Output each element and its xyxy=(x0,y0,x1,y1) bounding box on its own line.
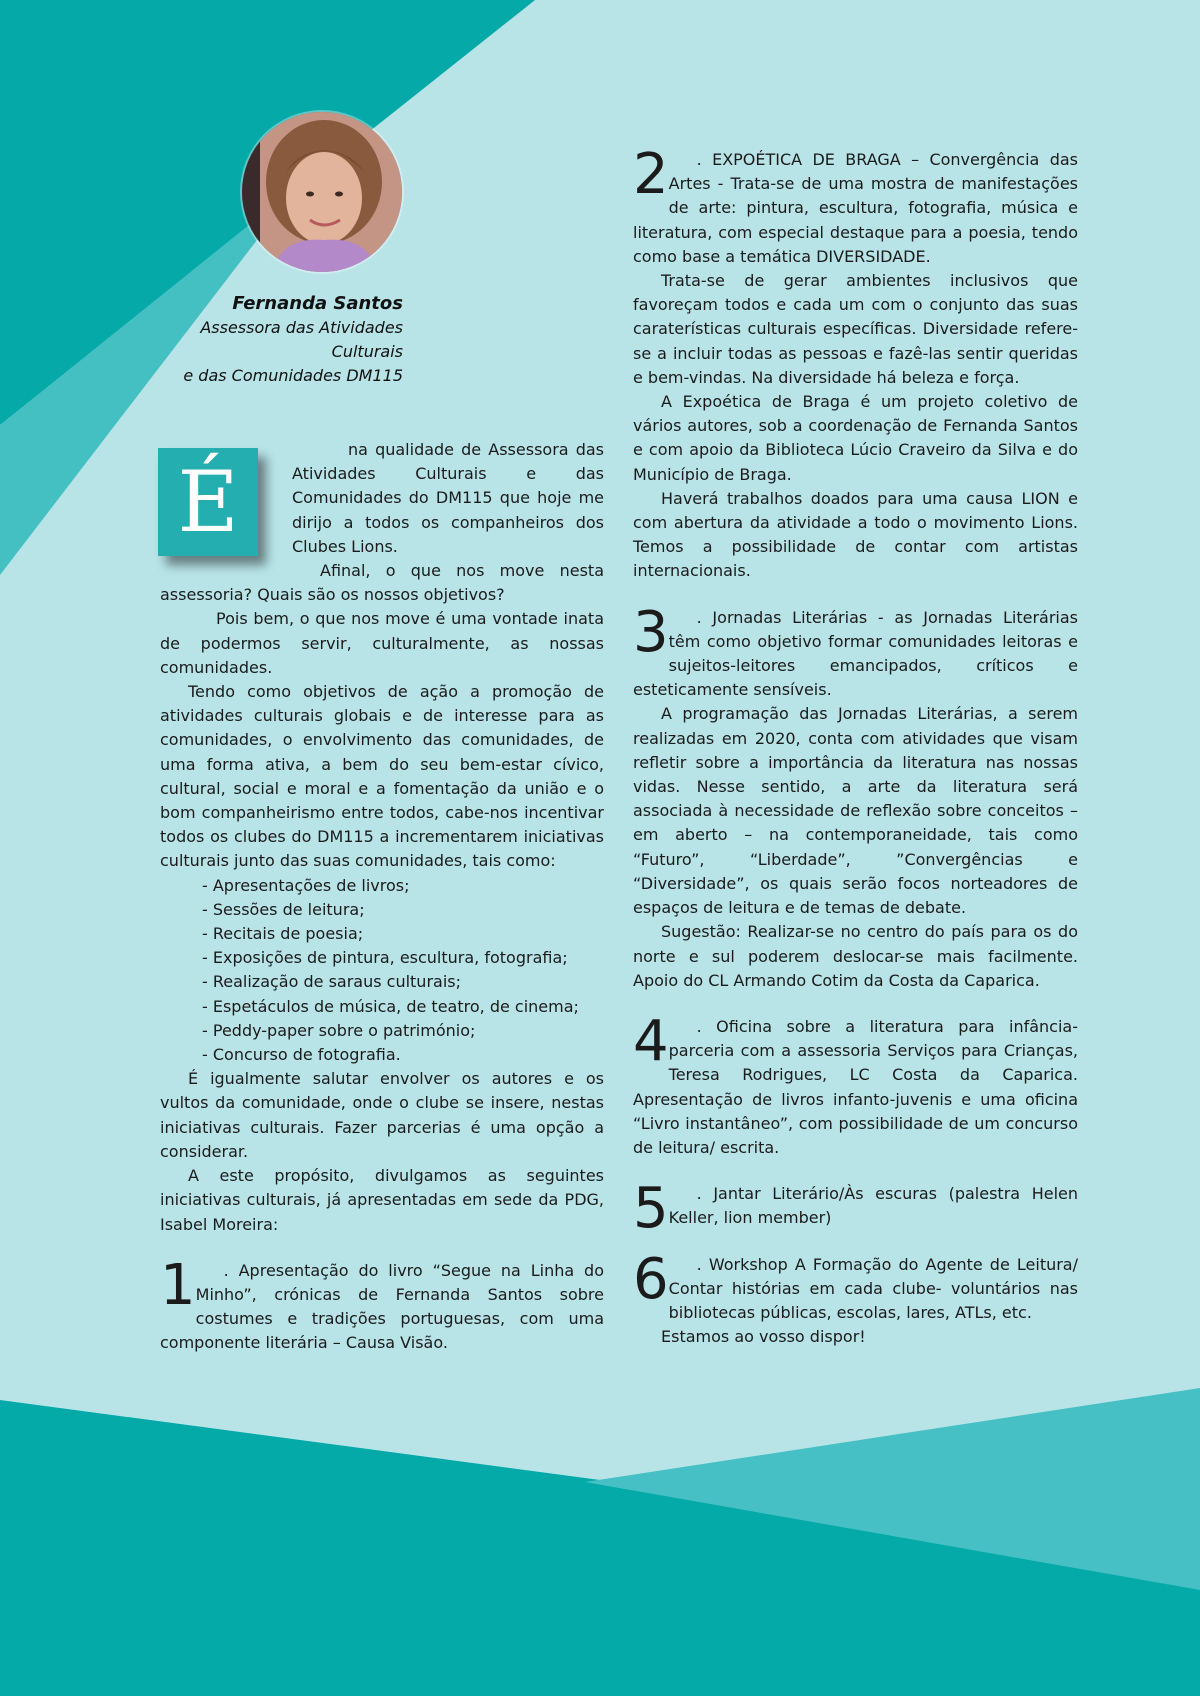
list-item: - Exposições de pintura, escultura, fotografia; xyxy=(202,948,568,968)
intro-paragraph: na qualidade de Assessora das Atividades Culturais e das Comunidades do DM115 que hoje me dirijo a todos os companheiros dos Clubes Lions. xyxy=(292,440,604,556)
initiative-4 xyxy=(633,1008,1078,1160)
list-item: - Peddy-paper sobre o património; xyxy=(202,1020,476,1040)
author-role-line: Assessora das Atividades xyxy=(200,318,403,337)
initiative-number: 2 xyxy=(633,142,669,207)
left-column xyxy=(160,438,604,1356)
initiative-paragraph: Trata-se de gerar ambientes inclusivos que favoreçam todos e cada um com o conjunto das suas caraterísticas culturais específicas. Diversidade refere-se a incluir todas as pessoas e fazê-las sentir queridas e bem-vindas. Na diversidade há beleza e força. xyxy=(633,271,1078,387)
initiative-number: 6 xyxy=(633,1246,669,1312)
initiative-text: . Oficina sobre a literatura para infância- parceria com a assessoria Serviços para Crianças, Teresa Rodrigues, LC Costa da Caparica. Apresentação de livros infanto-juvenis e uma oficina “Livro instantâneo”, com possibilidade de um concurso de leitura/ escrita. xyxy=(633,1016,1078,1157)
initiative-text: . Jornadas Literárias - as Jornadas Literárias têm como objetivo formar comunidades leitoras e sujeitos-leitores emancipados, críticos e esteticamente sensíveis. xyxy=(633,607,1078,700)
initiative-number: 4 xyxy=(633,1008,669,1074)
initiative-paragraph: Haverá trabalhos doados para uma causa LION e com abertura da atividade a todo o movimento Lions. Temos a possibilidade de contar com artistas internacionais. xyxy=(633,488,1078,581)
list-item: - Realização de saraus culturais; xyxy=(202,972,461,992)
author-byline xyxy=(150,292,403,388)
initiative-text: . EXPOÉTICA DE BRAGA – Convergência das Artes - Trata-se de uma mostra de manifestações de arte: pintura, escultura, fotografia, música e literatura, com especial destaque para a poesia, tendo como base a temática DIVERSIDADE. xyxy=(633,150,1078,266)
initiative-1 xyxy=(160,1252,604,1356)
initiative-number: 5 xyxy=(633,1176,669,1242)
list-item: - Espetáculos de música, de teatro, de cinema; xyxy=(202,996,579,1016)
list-item: - Recitais de poesia; xyxy=(202,924,364,944)
initiative-2 xyxy=(633,142,1078,584)
initiative-paragraph: A programação das Jornadas Literárias, a serem realizadas em 2020, conta com atividades que visam refletir sobre a importância da literatura nas nossas vidas. Nesse sentido, a arte da literatura será associada à necessidade de reflexão sobre conceitos – em aberto – na contemporaneidade, tais como “Futuro”, “Liberdade”, ”Convergências e “Diversidade”, os quais serão focos norteadores de espaços de leitura e de temas de debate. xyxy=(633,704,1078,918)
intro-paragraph: Afinal, o que nos move nesta assessoria? Quais são os nossos objetivos? xyxy=(160,561,604,605)
initiative-number: 3 xyxy=(633,599,669,665)
dropcap: É xyxy=(158,448,258,556)
right-column xyxy=(633,142,1078,1349)
author-name: Fernanda Santos xyxy=(232,293,403,314)
closing-line: Estamos ao vosso dispor! xyxy=(661,1327,866,1347)
list-item: - Concurso de fotografia. xyxy=(202,1045,401,1065)
activity-list xyxy=(160,874,604,1068)
author-photo xyxy=(242,112,402,272)
author-role-line: e das Comunidades DM115 xyxy=(183,366,403,385)
initiative-number: 1 xyxy=(160,1252,196,1318)
intro-paragraph: É igualmente salutar envolver os autores e os vultos da comunidade, onde o clube se insere, nestas iniciativas culturais. Fazer parcerias é uma opção a considerar. xyxy=(160,1069,604,1161)
intro-paragraph: Tendo como objetivos de ação a promoção de atividades culturais globais e de interesse para as comunidades, o envolvimento das comunidades, de uma forma ativa, a bem do seu bem-estar cívico, cultural, social e moral e a fomentação da união e o bom companheirismo entre todos, cabe-nos incentivar todos os clubes do DM115 a incrementarem iniciativas culturais junto das suas comunidades, tais como: xyxy=(160,682,604,871)
initiative-text: . Jantar Literário/Às escuras (palestra Helen Keller, lion member) xyxy=(668,1184,1078,1228)
initiative-text: . Workshop A Formação do Agente de Leitura/ Contar histórias em cada clube- voluntários nas bibliotecas públicas, escolas, lares, ATLs, etc. xyxy=(668,1254,1078,1322)
initiative-paragraph: A Expoética de Braga é um projeto coletivo de vários autores, sob a coordenação de Fernanda Santos e com apoio da Biblioteca Lúcio Craveiro da Silva e do Município de Braga. xyxy=(633,392,1078,484)
initiative-text: . Apresentação do livro “Segue na Linha do Minho”, crónicas de Fernanda Santos sobre costumes e tradições portuguesas, com uma componente literária – Causa Visão. xyxy=(160,1260,604,1353)
list-item: - Apresentações de livros; xyxy=(202,875,410,895)
initiative-paragraph: Sugestão: Realizar-se no centro do país para os do norte e sul poderem deslocar-se mais facilmente. Apoio do CL Armando Cotim da Costa da Caparica. xyxy=(633,922,1078,990)
list-item: - Sessões de leitura; xyxy=(202,899,365,919)
initiative-3 xyxy=(633,599,1078,993)
intro-paragraph: Pois bem, o que nos move é uma vontade inata de podermos servir, culturalmente, as nossas comunidades. xyxy=(160,609,604,677)
intro-paragraph: A este propósito, divulgamos as seguintes iniciativas culturais, já apresentadas em sede da PDG, Isabel Moreira: xyxy=(160,1166,604,1234)
initiative-5 xyxy=(633,1176,1078,1242)
initiative-6 xyxy=(633,1246,1078,1350)
author-role-line: Culturais xyxy=(331,342,403,361)
